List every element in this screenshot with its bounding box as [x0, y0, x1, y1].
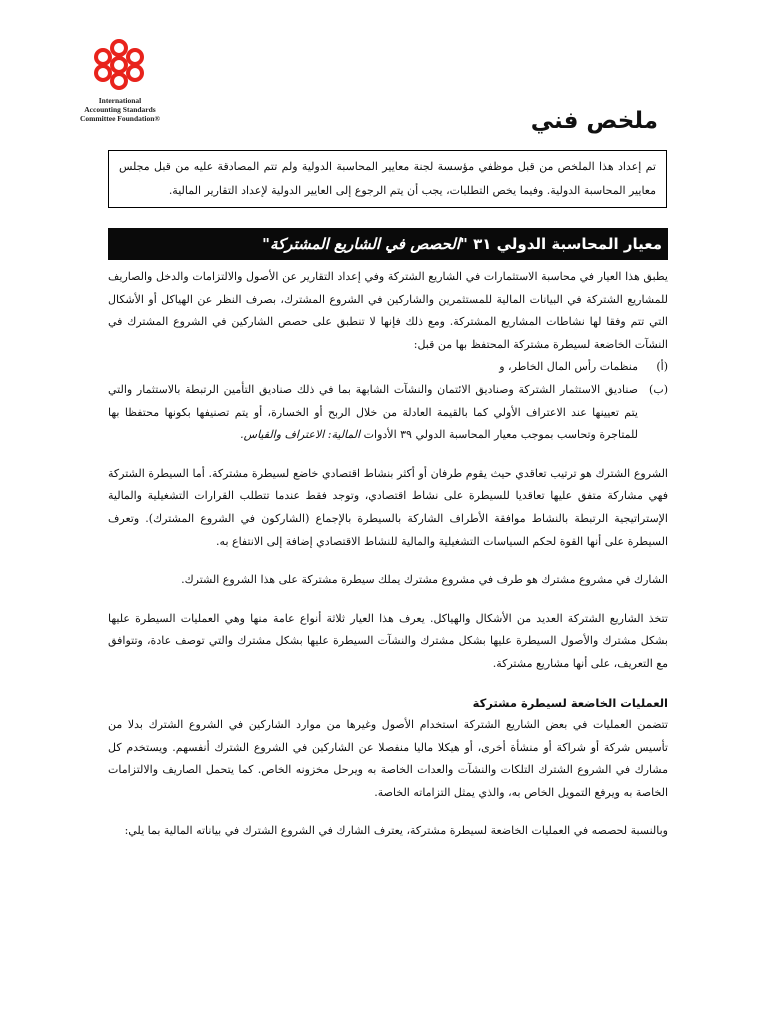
list-marker: (ب): [649, 382, 668, 396]
forms-paragraph: تتخذ الشاريع الشتركة العديد من الأشكال والهياكل. يعرف هذا العيار ثلاثة أنواع عامة منها وهي العمليات السيطرة عليها بشكل مشترك والأصول السيطرة عليها بشكل مشترك والنشآت السيطرة عليها بشكل مشترك والتي توصف عادة، وتتوافق مع التعريف، على أنها مشاريع مشتركة.: [108, 611, 668, 670]
logo-text: International Accounting Standards Committee Foundation®: [80, 96, 160, 123]
iascf-logo: [80, 38, 160, 123]
list-marker: (أ): [656, 360, 668, 374]
banner-title: "الحصص في الشاريع المشتركة": [262, 235, 468, 253]
banner-prefix: معيار المحاسبة الدولي ٣١: [467, 235, 662, 253]
logo-rings-icon: [92, 38, 146, 90]
list-italic-text: المالية: الاعتراف والقياس.: [240, 428, 361, 442]
standard-banner: [108, 228, 668, 260]
page-title: ملخص فني: [530, 108, 658, 134]
joint-venture-paragraph: الشروع الشترك هو ترتيب تعاقدي حيث يقوم طرفان أو أكثر بنشاط اقتصادي خاضع لسيطرة مشتركة. أما السيطرة الشتركة فهي مشاركة متفق عليها تعاقديا للسيطرة على نشاط اقتصادي، وتوجد فقط عندما تتطلب القرارات التشغيلية والمالية الإستراتيجية الرتبطة بالنشاط موافقة الأطراف الشاركة بالسيطرة بالإجماع (الشاركون في الشروع المشترك). وتعرف السيطرة على أنها القوة لحكم السياسات التشغيلية والمالية للنشاط الاقتصادي إضافة إلى الانتفاع به.: [108, 466, 668, 548]
venturer-paragraph: الشارك في مشروع مشترك هو طرف في مشروع مشترك يملك سيطرة مشتركة على هذا الشروع الشترك.: [181, 573, 668, 587]
document-body: [108, 266, 668, 843]
list-item: [108, 356, 668, 379]
disclaimer-box: تم إعداد هذا الملخص من قبل موظفي مؤسسة لجنة معايير المحاسبة الدولية ولم تتم المصادقة عليه من قبل مجلس معايير المحاسبة الدولية. وفيما يخص التطلبات، يجب أن يتم الرجوع إلى العايير الدولية لإعداد التقارير المالية.: [108, 150, 667, 208]
section-heading: العمليات الخاضعة لسيطرة مشتركة: [472, 695, 668, 710]
operations-paragraph: تتضمن العمليات في بعض الشاريع الشتركة استخدام الأصول وغيرها من موارد الشاركين في الشروع الشترك بدلا من تأسيس شركة أو شراكة أو منشأة أخرى، أو هيكلا ماليا منفصلا عن الشاركين في الشروع الشترك أنفسهم. ويستخدم كل مشارك في الشروع الشترك التلكات والنشآت والعدات الخاصة به ويرحل مخزونه الخاص. كما يتحمل الصاريف والالتزامات الخاصة به ويرفع التمويل الخاص به، والذي يمثل التزاماته الخاصة.: [108, 718, 669, 799]
list-text: صناديق الاستثمار الشتركة وصناديق الائتمان والنشآت الشابهة بما في ذلك صناديق التأمين الرتبطة بالاستثمار والتي يتم تعيينها عند الاعتراف الأولي كما بالقيمة العادلة من خلال الربح أو الخسارة، أو يتم تصنيفها بكونها محتفظا بها للمتاجرة وتحاسب بموجب معيار المحاسبة الدولي ٣٩ الأدوات المالية: الاعتراف والقياس.: [108, 382, 638, 442]
closing-paragraph: وبالنسبة لحصصه في العمليات الخاضعة لسيطرة مشتركة، يعترف الشارك في الشروع الشترك في بياناته المالية بما يلي:: [124, 824, 668, 838]
intro-paragraph: يطبق هذا العيار في محاسبة الاستثمارات في الشاريع الشتركة وفي إعداد التقارير عن الأصول والالتزامات والدخل والصاريف للمشاريع الشتركة في البيانات المالية للمستثمرين والشاركين في الشروع المشترك، بصرف النظر عن الهياكل أو الأشكال التي تتم وفقا لها نشاطات المشاريع المشتركة. ومع ذلك فإنها لا تنطبق على حصص الشاركين في الشروع المشترك في النشآت الخاضعة لسيطرة مشتركة المحتفظ بها من قبل:: [108, 270, 668, 351]
list-item: [108, 379, 668, 447]
list-text: منظمات رأس المال الخاطر، و: [499, 360, 638, 374]
